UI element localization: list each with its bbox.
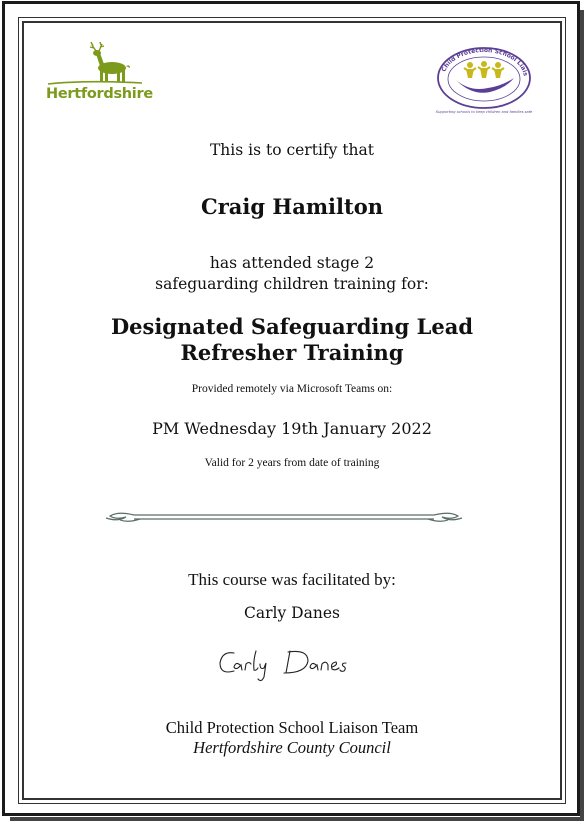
cpslt-emblem (430, 42, 538, 120)
hand-icon (456, 78, 514, 93)
page-shadow-right (580, 10, 584, 818)
cpslt-logo (430, 42, 538, 120)
hertfordshire-wordmark: Hertfordshire (46, 86, 153, 102)
hertfordshire-logo (44, 42, 153, 106)
course-title-line-2: Refresher Training (180, 340, 404, 365)
recipient-name: Craig Hamilton (201, 194, 383, 219)
facilitator-name: Carly Danes (244, 604, 340, 622)
cpslt-ring-text: Child Protection School Liais (440, 46, 529, 77)
decorative-divider (104, 508, 464, 526)
attended-line-1: has attended stage 2 (209, 254, 375, 272)
stag-icon (44, 42, 146, 88)
attended-line-2: safeguarding children training for: (155, 275, 429, 293)
cpslt-caption: Supporting schools to keep children and families safe (435, 110, 533, 114)
council-name: Hertfordshire County Council (193, 738, 391, 757)
delivery-method-text: Provided remotely via Microsoft Teams on: (191, 383, 393, 395)
training-date: PM Wednesday 19th January 2022 (152, 419, 432, 438)
page-shadow-bottom (10, 817, 584, 821)
facilitator-signature (212, 643, 372, 687)
svg-text:Child Protection School Liaiso (430, 42, 529, 77)
course-title-line-1: Designated Safeguarding Lead (110, 314, 474, 339)
certify-text: This is to certify that (209, 141, 375, 159)
validity-text: Valid for 2 years from date of training (204, 457, 380, 469)
facilitated-by-text: This course was facilitated by: (188, 570, 396, 589)
team-name: Child Protection School Liaison Team (165, 718, 419, 737)
children-figures-icon (464, 61, 504, 78)
